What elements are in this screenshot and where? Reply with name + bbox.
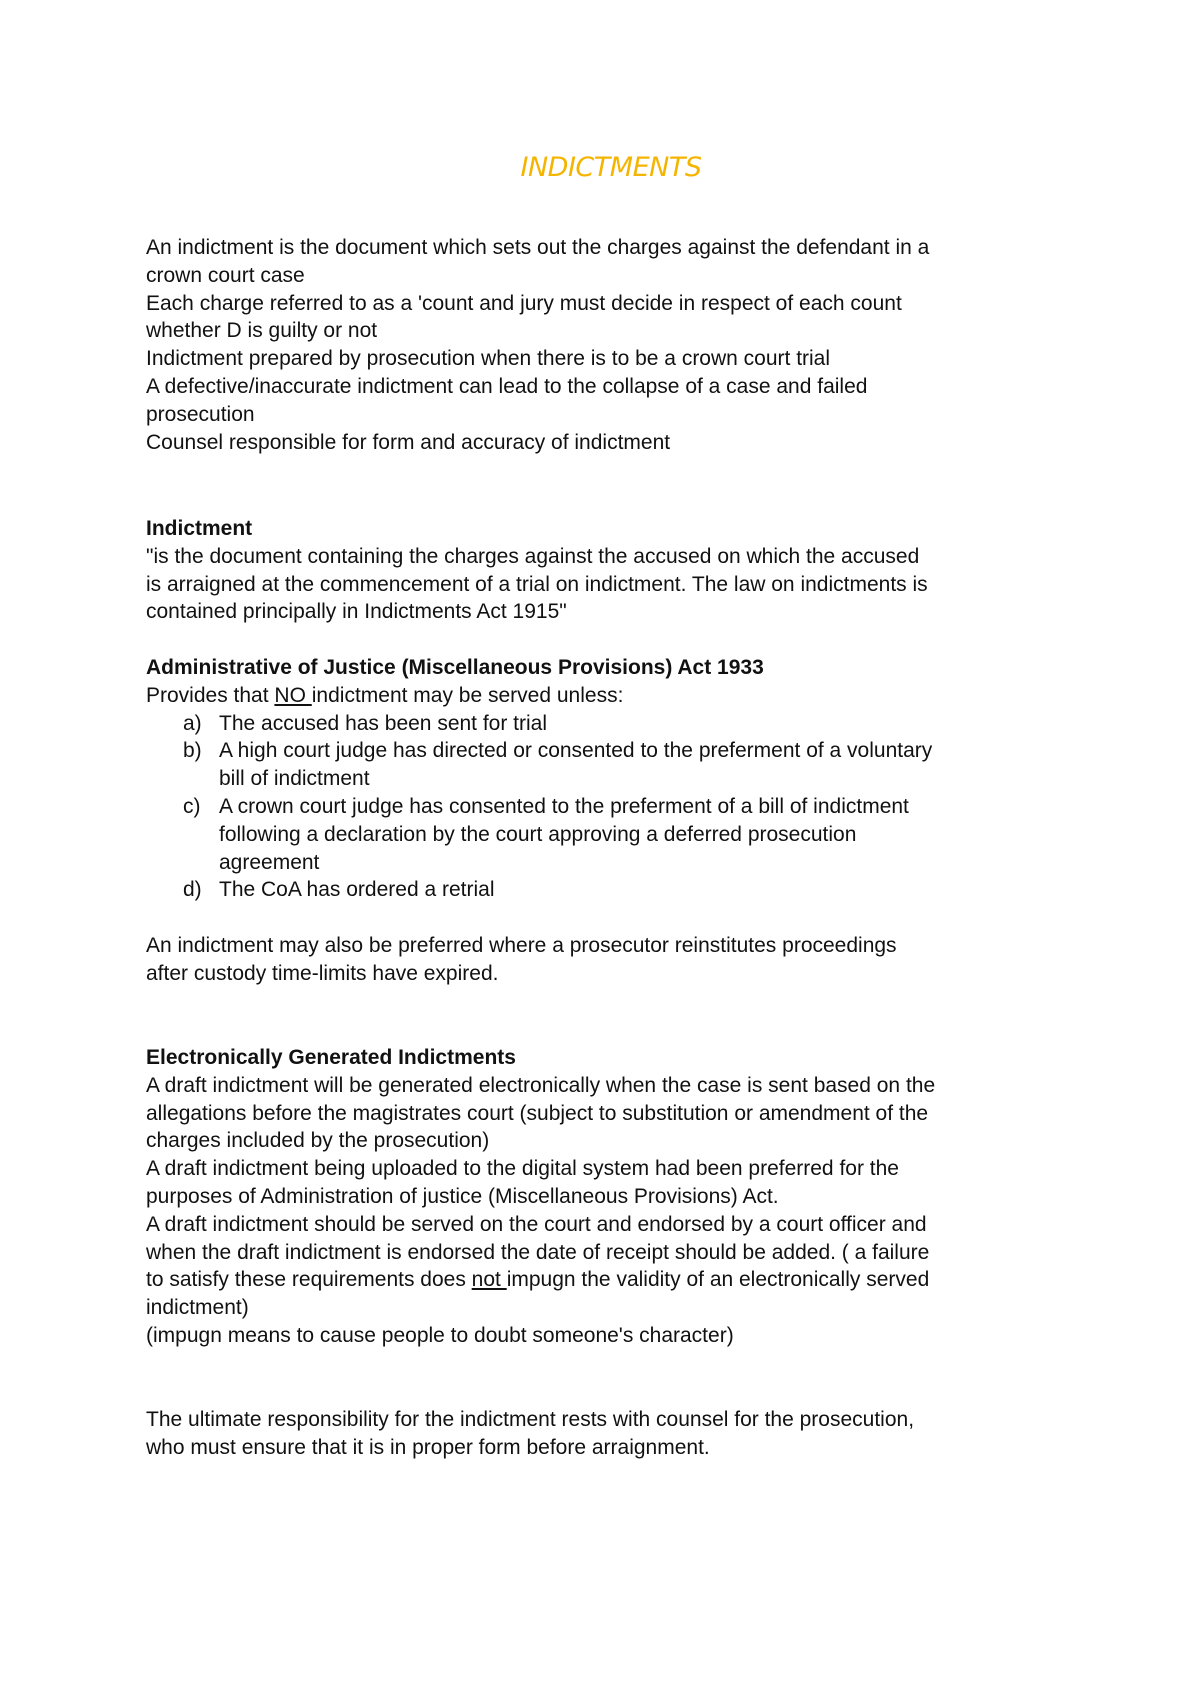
definition-section bbox=[146, 515, 1076, 626]
definition-line: is arraigned at the commencement of a trial on indictment. The law on indictments is bbox=[146, 572, 928, 596]
list-item: c) A crown court judge has consented to the preferment of a bill of indictment following a declaration by the court approving a deferred prosecution agreement bbox=[183, 794, 909, 874]
act1933-section bbox=[146, 654, 1076, 904]
underlined-no: NO bbox=[274, 683, 312, 707]
list-item: a) The accused has been sent for trial bbox=[146, 710, 1076, 738]
intro-line: Counsel responsible for form and accuracy of indictment bbox=[146, 430, 671, 454]
electronic-line: (impugn means to cause people to doubt someone's character) bbox=[146, 1323, 734, 1347]
electronic-line: A draft indictment should be served on the court and endorsed by a court officer and bbox=[146, 1212, 927, 1236]
act1933-heading: Administrative of Justice (Miscellaneous Provisions) Act 1933 bbox=[146, 656, 764, 679]
list-item: b) A high court judge has directed or consented to the preferment of a voluntary bill of indictment bbox=[183, 739, 933, 791]
act1933-provides-line: Provides that NO indictment may be served unless: bbox=[146, 683, 624, 707]
intro-line: A defective/inaccurate indictment can lead to the collapse of a case and failed bbox=[146, 374, 868, 398]
electronic-line: indictment) bbox=[146, 1296, 249, 1320]
act1933-after-section bbox=[146, 932, 1076, 988]
intro-line: An indictment is the document which sets out the charges against the defendant in a bbox=[146, 236, 930, 259]
list-marker: c) bbox=[183, 794, 201, 818]
intro-line: crown court case bbox=[146, 263, 305, 287]
list-marker: d) bbox=[183, 878, 202, 902]
conditions-list bbox=[146, 710, 1076, 905]
definition-heading: Indictment bbox=[146, 517, 253, 540]
electronic-section bbox=[146, 1044, 1076, 1350]
closing-line: The ultimate responsibility for the indictment rests with counsel for the prosecution, bbox=[146, 1408, 915, 1431]
intro-line: Indictment prepared by prosecution when there is to be a crown court trial bbox=[146, 347, 831, 371]
electronic-line: A draft indictment being uploaded to the digital system had been preferred for the bbox=[146, 1157, 899, 1181]
electronic-line: purposes of Administration of justice (Miscellaneous Provisions) Act. bbox=[146, 1184, 779, 1208]
list-marker: b) bbox=[183, 739, 202, 763]
page-title: INDICTMENTS bbox=[520, 152, 702, 183]
after-line: after custody time-limits have expired. bbox=[146, 961, 499, 985]
after-line: An indictment may also be preferred where a prosecutor reinstitutes proceedings bbox=[146, 934, 897, 957]
list-marker: a) bbox=[183, 711, 202, 735]
closing-line: who must ensure that it is in proper form before arraignment. bbox=[146, 1435, 710, 1459]
electronic-line: to satisfy these requirements does not impugn the validity of an electronically served bbox=[146, 1268, 930, 1292]
electronic-line: when the draft indictment is endorsed the date of receipt should be added. ( a failure bbox=[146, 1240, 930, 1264]
list-item: d) The CoA has ordered a retrial bbox=[146, 876, 1076, 904]
intro-line: whether D is guilty or not bbox=[146, 319, 378, 343]
intro-line: prosecution bbox=[146, 402, 255, 426]
underlined-not: not bbox=[471, 1268, 507, 1292]
closing-section bbox=[146, 1406, 1076, 1462]
intro-line: Each charge referred to as a 'count and jury must decide in respect of each count bbox=[146, 291, 902, 315]
definition-line: contained principally in Indictments Act 1915" bbox=[146, 600, 567, 624]
electronic-line: charges included by the prosecution) bbox=[146, 1129, 490, 1153]
electronic-line: A draft indictment will be generated electronically when the case is sent based on the bbox=[146, 1073, 936, 1097]
electronic-line: allegations before the magistrates court (subject to substitution or amendment of the bbox=[146, 1101, 929, 1125]
intro-section bbox=[146, 234, 1076, 456]
definition-line: "is the document containing the charges against the accused on which the accused bbox=[146, 544, 920, 568]
electronic-heading: Electronically Generated Indictments bbox=[146, 1046, 516, 1069]
